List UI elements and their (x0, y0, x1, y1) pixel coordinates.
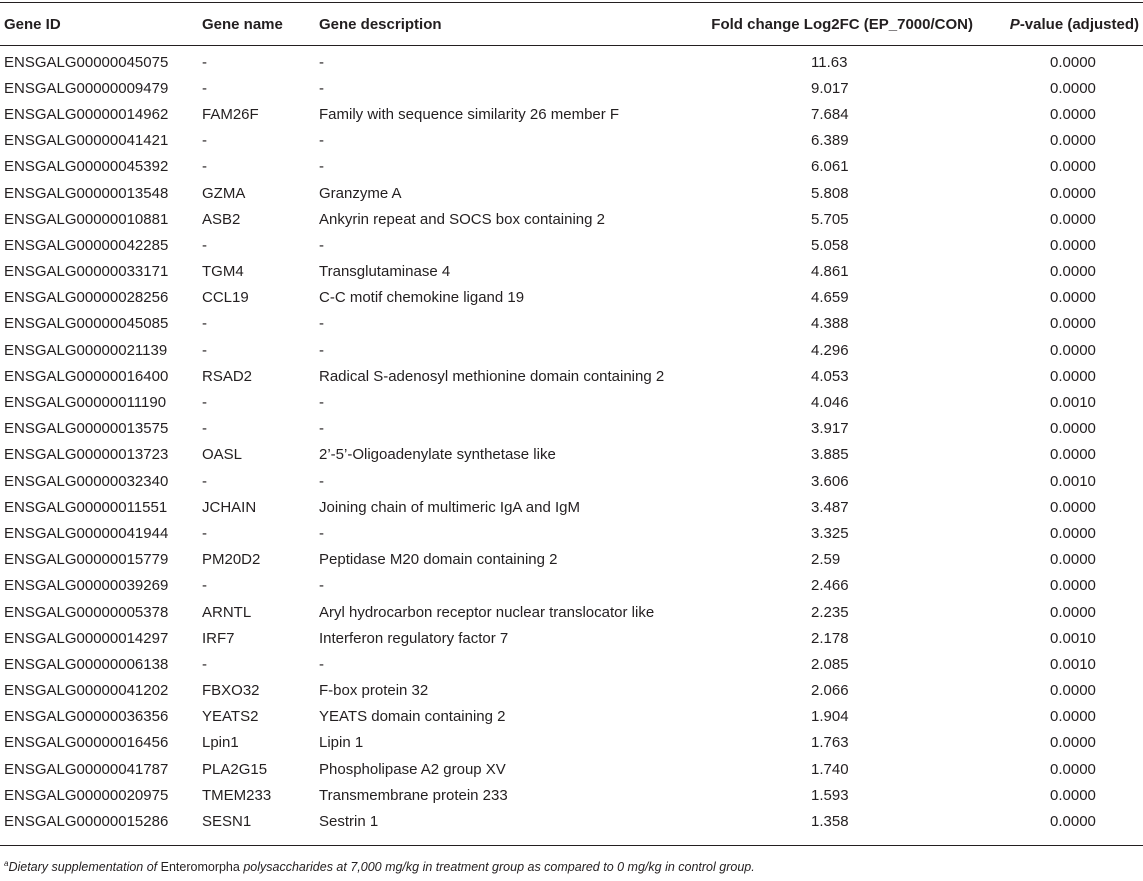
cell-gene-name: FBXO32 (202, 682, 260, 700)
header-p-value (973, 3, 1143, 45)
cell-fold-change: 5.058 (811, 236, 849, 254)
cell-gene-id: ENSGALG00000016400 (4, 367, 169, 385)
cell-fold-change: 3.325 (811, 524, 849, 542)
cell-gene-description: Lipin 1 (319, 734, 364, 752)
cell-gene-name: PLA2G15 (202, 760, 268, 778)
cell-gene-id: ENSGALG00000015779 (4, 551, 169, 569)
cell-gene-name: SESN1 (202, 813, 252, 831)
footnote-text: Dietary supplementation of Enteromorpha polysaccharides at 7,000 mg/kg in treatment group as compared to 0 mg/kg in control group. (8, 860, 755, 875)
table-row (0, 311, 1143, 337)
cell-p-value: 0.0000 (1050, 813, 1096, 831)
cell-p-value: 0.0000 (1050, 315, 1096, 333)
cell-fold-change: 5.705 (811, 210, 849, 228)
table-row (0, 678, 1143, 704)
table-body (0, 45, 1143, 835)
cell-gene-description: Radical S-adenosyl methionine domain containing 2 (319, 367, 665, 385)
cell-gene-description: Phospholipase A2 group XV (319, 760, 506, 778)
cell-gene-name: ARNTL (202, 603, 252, 621)
cell-gene-id: ENSGALG00000014297 (4, 629, 169, 647)
cell-gene-name: - (202, 315, 207, 333)
cell-gene-name: JCHAIN (202, 498, 257, 516)
cell-gene-id: ENSGALG00000032340 (4, 472, 169, 490)
cell-gene-description: Peptidase M20 domain containing 2 (319, 551, 558, 569)
cell-fold-change: 4.053 (811, 367, 849, 385)
cell-gene-name: RSAD2 (202, 367, 253, 385)
cell-gene-id: ENSGALG00000039269 (4, 577, 169, 595)
cell-p-value: 0.0000 (1050, 524, 1096, 542)
table-row (0, 782, 1143, 808)
cell-gene-name: - (202, 53, 207, 71)
cell-gene-name: YEATS2 (202, 708, 259, 726)
cell-fold-change: 4.296 (811, 341, 849, 359)
cell-p-value: 0.0000 (1050, 210, 1096, 228)
table-row (0, 442, 1143, 468)
cell-gene-description: Aryl hydrocarbon receptor nuclear translocator like (319, 603, 655, 621)
table-row (0, 625, 1143, 651)
cell-fold-change: 3.487 (811, 498, 849, 516)
cell-p-value: 0.0000 (1050, 603, 1096, 621)
table-row (0, 651, 1143, 677)
cell-gene-description: Sestrin 1 (319, 813, 379, 831)
table-row (0, 285, 1143, 311)
cell-gene-name: - (202, 420, 207, 438)
cell-p-value: 0.0000 (1050, 105, 1096, 123)
cell-fold-change: 1.904 (811, 708, 849, 726)
cell-gene-name: TMEM233 (202, 786, 272, 804)
header-gene-name: Gene name (202, 15, 283, 33)
cell-gene-id: ENSGALG00000041787 (4, 760, 169, 778)
cell-gene-description: Transglutaminase 4 (319, 263, 451, 281)
cell-gene-name: - (202, 236, 207, 254)
cell-fold-change: 11.63 (811, 53, 848, 71)
cell-gene-id: ENSGALG00000014962 (4, 105, 169, 123)
cell-gene-description: Granzyme A (319, 184, 402, 202)
cell-p-value: 0.0000 (1050, 184, 1096, 202)
cell-gene-name: - (202, 472, 207, 490)
cell-gene-id: ENSGALG00000013723 (4, 446, 169, 464)
cell-fold-change: 5.808 (811, 184, 849, 202)
cell-gene-id: ENSGALG00000042285 (4, 236, 169, 254)
cell-gene-description: Interferon regulatory factor 7 (319, 629, 509, 647)
cell-p-value: 0.0000 (1050, 79, 1096, 97)
table-row (0, 101, 1143, 127)
cell-gene-id: ENSGALG00000041944 (4, 524, 169, 542)
cell-p-value: 0.0000 (1050, 367, 1096, 385)
cell-gene-id: ENSGALG00000045392 (4, 158, 169, 176)
cell-p-value: 0.0000 (1050, 420, 1096, 438)
cell-fold-change: 2.085 (811, 655, 849, 673)
cell-gene-id: ENSGALG00000028256 (4, 289, 169, 307)
cell-p-value: 0.0000 (1050, 132, 1096, 150)
cell-gene-description: - (319, 158, 324, 176)
cell-p-value: 0.0000 (1050, 158, 1096, 176)
gene-table (0, 3, 1143, 835)
cell-gene-id: ENSGALG00000041202 (4, 682, 169, 700)
cell-fold-change: 4.388 (811, 315, 849, 333)
cell-fold-change: 4.659 (811, 289, 849, 307)
header-gene-description: Gene description (319, 15, 442, 33)
cell-p-value: 0.0000 (1050, 53, 1096, 71)
cell-gene-description: - (319, 132, 324, 150)
cell-p-value: 0.0000 (1050, 263, 1096, 281)
cell-p-value: 0.0000 (1050, 289, 1096, 307)
cell-gene-name: FAM26F (202, 105, 259, 123)
cell-gene-id: ENSGALG00000045085 (4, 315, 169, 333)
cell-p-value: 0.0000 (1050, 551, 1096, 569)
cell-gene-description: 2’-5’-Oligoadenylate synthetase like (319, 446, 556, 464)
cell-gene-id: ENSGALG00000041421 (4, 132, 169, 150)
cell-gene-id: ENSGALG00000033171 (4, 263, 169, 281)
cell-gene-id: ENSGALG00000010881 (4, 210, 169, 228)
table-row (0, 259, 1143, 285)
cell-gene-id: ENSGALG00000009479 (4, 79, 169, 97)
cell-gene-description: - (319, 420, 324, 438)
table-row (0, 232, 1143, 258)
cell-gene-name: - (202, 655, 207, 673)
cell-fold-change: 2.59 (811, 551, 841, 569)
cell-gene-id: ENSGALG00000013575 (4, 420, 169, 438)
cell-p-value: 0.0000 (1050, 577, 1096, 595)
cell-gene-name: OASL (202, 446, 243, 464)
cell-fold-change: 3.606 (811, 472, 849, 490)
cell-gene-description: Ankyrin repeat and SOCS box containing 2 (319, 210, 606, 228)
table-row (0, 337, 1143, 363)
cell-fold-change: 1.740 (811, 760, 849, 778)
cell-p-value: 0.0010 (1050, 655, 1096, 673)
cell-gene-description: - (319, 577, 324, 595)
header-p-italic: P (1009, 15, 1020, 33)
cell-gene-name: - (202, 577, 207, 595)
table-row (0, 808, 1143, 834)
cell-p-value: 0.0010 (1050, 394, 1096, 412)
cell-gene-description: - (319, 315, 324, 333)
cell-gene-description: - (319, 655, 324, 673)
table-row (0, 154, 1143, 180)
cell-fold-change: 2.066 (811, 682, 849, 700)
table-row (0, 704, 1143, 730)
cell-gene-name: - (202, 394, 207, 412)
cell-gene-name: TGM4 (202, 263, 244, 281)
table-row (0, 468, 1143, 494)
cell-fold-change: 1.358 (811, 813, 849, 831)
table-row (0, 128, 1143, 154)
cell-gene-id: ENSGALG00000016456 (4, 734, 169, 752)
table-row (0, 547, 1143, 573)
header-p-rest: -value (adjusted) (1019, 15, 1139, 33)
cell-gene-name: Lpin1 (202, 734, 239, 752)
cell-gene-id: ENSGALG00000006138 (4, 655, 169, 673)
cell-fold-change: 2.466 (811, 577, 849, 595)
header-row (0, 3, 1143, 45)
table-row (0, 389, 1143, 415)
cell-gene-description: - (319, 79, 324, 97)
cell-gene-description: - (319, 472, 324, 490)
cell-gene-description: - (319, 394, 324, 412)
cell-fold-change: 6.389 (811, 132, 849, 150)
cell-fold-change: 6.061 (811, 158, 849, 176)
footnote-marker: a (4, 859, 9, 868)
cell-p-value: 0.0000 (1050, 682, 1096, 700)
header-fold-change: Fold change Log2FC (EP_7000/CON) (711, 15, 973, 33)
cell-p-value: 0.0000 (1050, 236, 1096, 254)
table-row (0, 363, 1143, 389)
cell-p-value: 0.0000 (1050, 760, 1096, 778)
cell-fold-change: 1.763 (811, 734, 849, 752)
table-row (0, 756, 1143, 782)
cell-p-value: 0.0010 (1050, 629, 1096, 647)
cell-gene-id: ENSGALG00000020975 (4, 786, 169, 804)
table-row (0, 520, 1143, 546)
cell-p-value: 0.0000 (1050, 498, 1096, 516)
cell-gene-name: CCL19 (202, 289, 249, 307)
cell-fold-change: 9.017 (811, 79, 849, 97)
cell-gene-name: - (202, 79, 207, 97)
table-row (0, 599, 1143, 625)
cell-gene-name: IRF7 (202, 629, 235, 647)
cell-gene-id: ENSGALG00000015286 (4, 813, 169, 831)
cell-gene-name: ASB2 (202, 210, 241, 228)
cell-gene-id: ENSGALG00000013548 (4, 184, 169, 202)
cell-gene-name: GZMA (202, 184, 246, 202)
cell-p-value: 0.0000 (1050, 446, 1096, 464)
cell-gene-name: - (202, 132, 207, 150)
cell-gene-description: C-C motif chemokine ligand 19 (319, 289, 525, 307)
cell-gene-description: F-box protein 32 (319, 682, 429, 700)
cell-gene-description: - (319, 236, 324, 254)
cell-fold-change: 3.917 (811, 420, 849, 438)
cell-fold-change: 2.178 (811, 629, 849, 647)
cell-fold-change: 3.885 (811, 446, 849, 464)
cell-p-value: 0.0010 (1050, 472, 1096, 490)
table-row (0, 45, 1143, 75)
table-row (0, 416, 1143, 442)
cell-p-value: 0.0000 (1050, 708, 1096, 726)
cell-p-value: 0.0000 (1050, 734, 1096, 752)
table-row (0, 494, 1143, 520)
table-row (0, 206, 1143, 232)
footnote (4, 859, 755, 874)
cell-fold-change: 1.593 (811, 786, 849, 804)
table-row (0, 180, 1143, 206)
cell-gene-name: - (202, 341, 207, 359)
cell-gene-id: ENSGALG00000045075 (4, 53, 169, 71)
cell-fold-change: 2.235 (811, 603, 849, 621)
table-row (0, 75, 1143, 101)
cell-p-value: 0.0000 (1050, 786, 1096, 804)
cell-fold-change: 7.684 (811, 105, 849, 123)
cell-gene-description: Family with sequence similarity 26 member F (319, 105, 620, 123)
bottom-rule (0, 845, 1143, 846)
cell-p-value: 0.0000 (1050, 341, 1096, 359)
cell-gene-name: - (202, 524, 207, 542)
cell-gene-name: PM20D2 (202, 551, 261, 569)
cell-gene-name: - (202, 158, 207, 176)
cell-gene-description: YEATS domain containing 2 (319, 708, 506, 726)
table-row (0, 730, 1143, 756)
table-row (0, 573, 1143, 599)
header-gene-id: Gene ID (4, 15, 61, 33)
cell-gene-description: Joining chain of multimeric IgA and IgM (319, 498, 580, 516)
cell-gene-description: - (319, 524, 324, 542)
cell-fold-change: 4.046 (811, 394, 849, 412)
cell-gene-description: - (319, 341, 324, 359)
cell-gene-id: ENSGALG00000021139 (4, 341, 168, 359)
cell-fold-change: 4.861 (811, 263, 849, 281)
cell-gene-id: ENSGALG00000011551 (4, 498, 168, 516)
cell-gene-id: ENSGALG00000036356 (4, 708, 169, 726)
cell-gene-id: ENSGALG00000011190 (4, 394, 167, 412)
cell-gene-description: - (319, 53, 324, 71)
cell-gene-id: ENSGALG00000005378 (4, 603, 169, 621)
cell-gene-description: Transmembrane protein 233 (319, 786, 508, 804)
